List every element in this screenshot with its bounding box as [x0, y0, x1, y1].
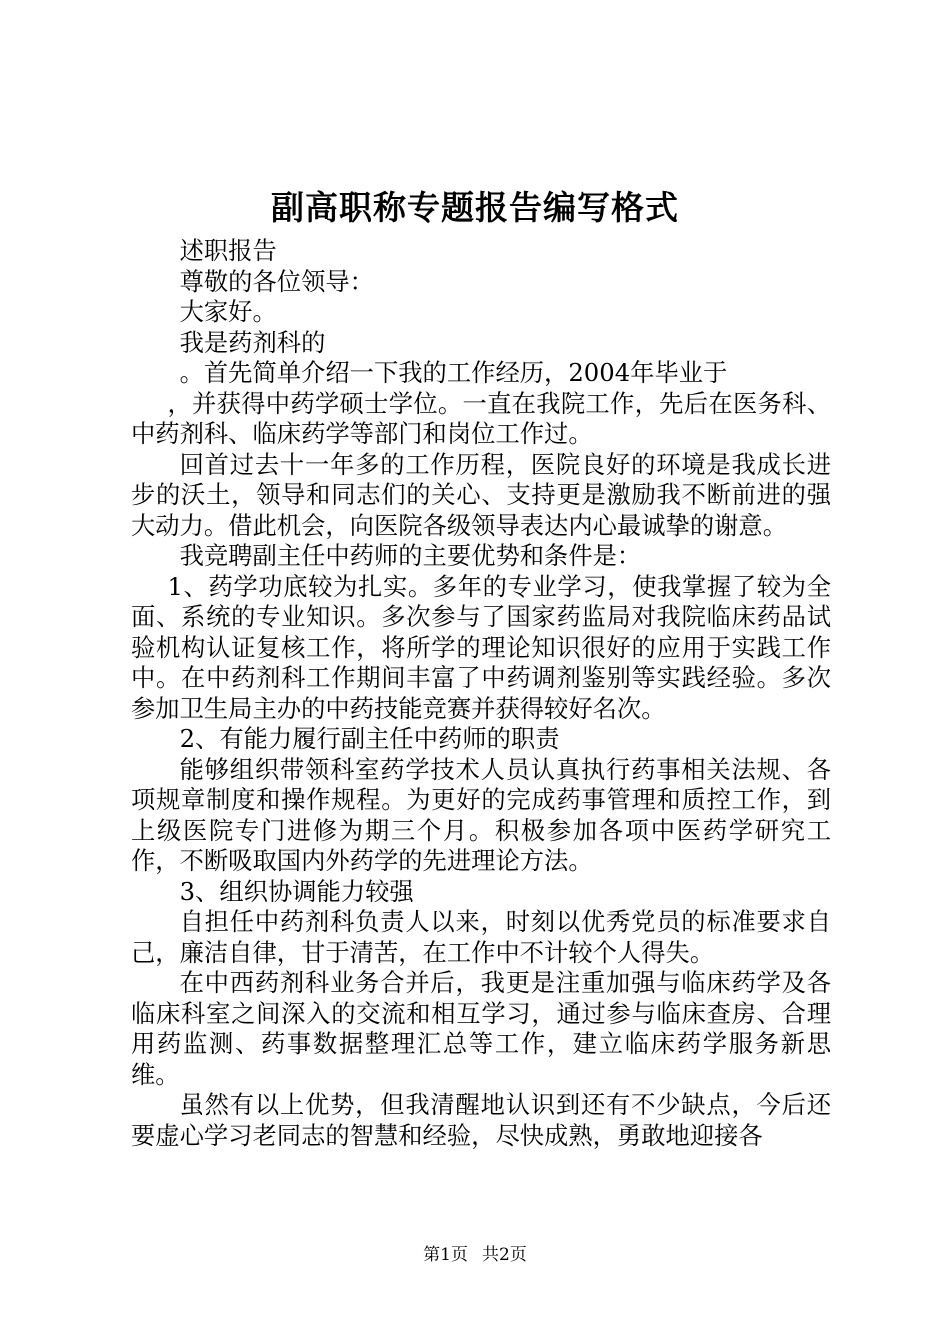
- paragraph-point-3-body: 自担任中药剂科负责人以来，时刻以优秀党员的标准要求自己，廉洁自律，甘于清苦，在工作中不计较个人得失。: [131, 907, 831, 967]
- paragraph-merger: 在中西药剂科业务合并后，我更是注重加强与临床药学及各临床科室之间深入的交流和相互学习，通过参与临床查房、合理用药监测、药事数据整理汇总等工作，建立临床药学服务新思维。: [131, 968, 831, 1089]
- paragraph-work-history-intro: 。首先简单介绍一下我的工作经历，2004年毕业于: [179, 358, 728, 387]
- paragraph-greeting: 大家好。: [179, 297, 277, 326]
- page-number-total: 共2页: [482, 1245, 527, 1265]
- paragraph-degree: ，并获得中药学硕士学位。一直在我院工作，先后在医务科、中药剂科、临床药学等部门和岗位工作过。: [131, 388, 831, 448]
- paragraph-point-2-heading: 2、有能力履行副主任中药师的职责: [179, 724, 560, 753]
- paragraph-self-intro: 我是药剂科的: [179, 327, 326, 357]
- paragraph-point-3-heading: 3、组织协调能力较强: [179, 876, 414, 906]
- paragraph-salutation: 尊敬的各位领导：: [179, 266, 374, 296]
- paragraph-point-2-body: 能够组织带领科室药学技术人员认真执行药事相关法规、各项规章制度和操作规程。为更好的完成药事管理和质控工作，到上级医院专门进修为期三个月。积极参加各项中医药学研究工作，不断吸取国内外药学的先进理论方法。: [131, 754, 831, 875]
- paragraph-point-1: 1、药学功底较为扎实。多年的专业学习，使我掌握了较为全面、系统的专业知识。多次参与了国家药监局对我院临床药品试验机构认证复核工作，将所学的理论知识很好的应用于实践工作中。在中药剂科工作期间丰富了中药调剂鉴别等实践经验。多次参加卫生局主办的中药技能竞赛并获得较好名次。: [131, 571, 831, 723]
- page-number-current: 第1页: [423, 1245, 468, 1265]
- paragraph-shortcomings: 虽然有以上优势，但我清醒地认识到还有不少缺点，今后还要虚心学习老同志的智慧和经验，尽快成熟，勇敢地迎接各: [131, 1090, 831, 1150]
- paragraph-report-heading: 述职报告: [179, 236, 277, 265]
- document-body: [131, 236, 831, 1151]
- document-title: 副高职称专题报告编写格式: [271, 188, 679, 227]
- paragraph-advantages-heading: 我竞聘副主任中药师的主要优势和条件是：: [179, 541, 642, 570]
- paragraph-review: 回首过去十一年多的工作历程，医院良好的环境是我成长进步的沃土，领导和同志们的关心、支持更是激励我不断前进的强大动力。借此机会，向医院各级领导表达内心最诚挚的谢意。: [131, 449, 831, 540]
- page-footer: [0, 1244, 950, 1266]
